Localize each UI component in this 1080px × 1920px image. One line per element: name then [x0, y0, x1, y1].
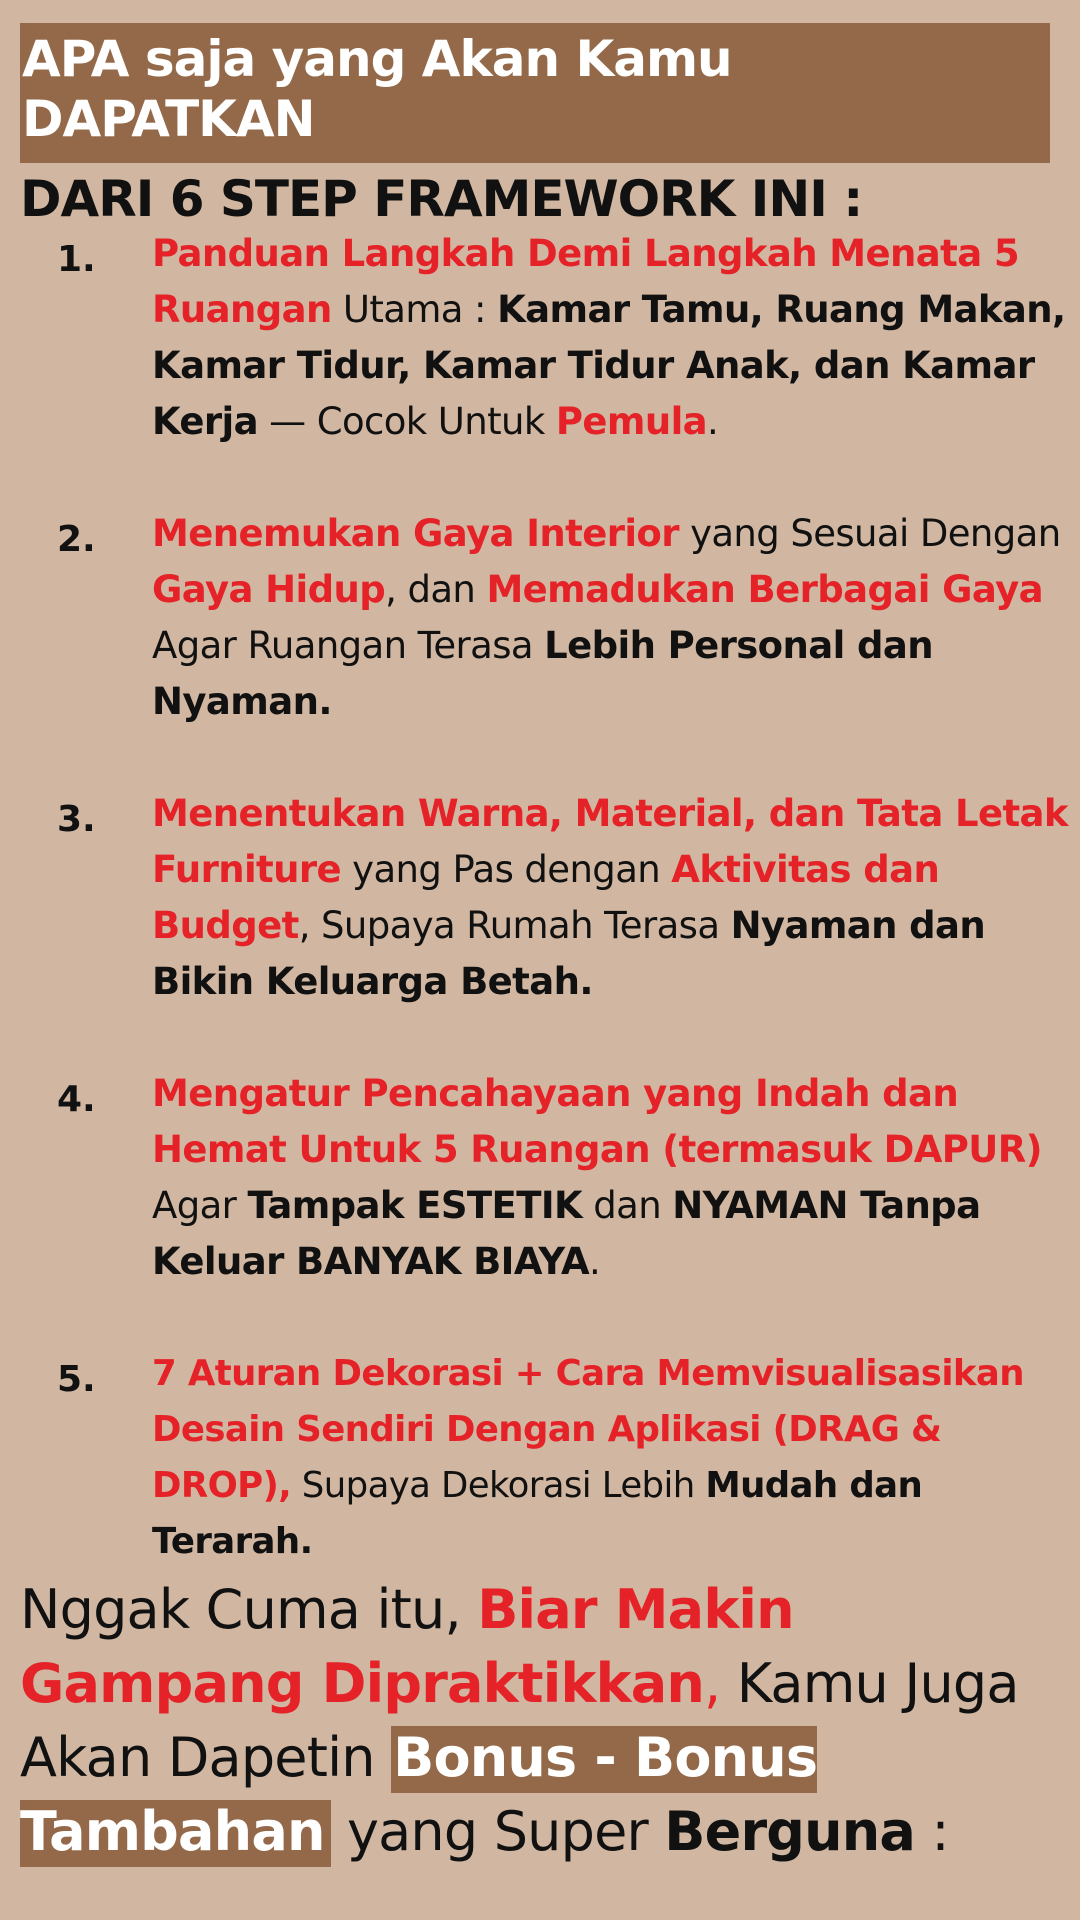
- headline-band: APA saja yang Akan Kamu DAPATKAN: [20, 23, 1050, 163]
- step-text: Menentukan Warna, Material, dan Tata Letak Furniture yang Pas dengan Aktivitas dan Budget, Supaya Rumah Terasa Nyaman dan Bikin Keluarga Betah.: [152, 792, 1068, 1003]
- bonus-band: Bonus - Bonus Tambahan: [20, 1726, 817, 1867]
- step-number: 5.: [57, 1359, 96, 1400]
- step-number: 4.: [57, 1079, 96, 1120]
- step-text: Mengatur Pencahayaan yang Indah dan Hemat Untuk 5 Ruangan (termasuk DAPUR) Agar Tampak ESTETIK dan NYAMAN Tanpa Keluar BANYAK BIAYA.: [152, 1072, 1042, 1283]
- outro-emphasis: Berguna: [664, 1800, 916, 1863]
- headline: [20, 23, 1050, 229]
- step-text: 7 Aturan Dekorasi + Cara Memvisualisasikan Desain Sendiri Dengan Aplikasi (DRAG & DROP), Supaya Dekorasi Lebih Mudah dan Terarah.: [152, 1353, 1024, 1562]
- step-text: Menemukan Gaya Interior yang Sesuai Dengan Gaya Hidup, dan Memadukan Berbagai Gaya Agar Ruangan Terasa Lebih Personal dan Nyaman.: [152, 512, 1061, 723]
- step-number: 3.: [57, 799, 96, 840]
- outro-paragraph: Nggak Cuma itu, Biar Makin Gampang Dipraktikkan, Kamu Juga Akan Dapetin Bonus - Bonus Tambahan yang Super Berguna :: [20, 1573, 1070, 1869]
- outro-highlight: Biar Makin Gampang Dipraktikkan: [20, 1578, 794, 1715]
- headline-subtitle: DARI 6 STEP FRAMEWORK INI :: [20, 170, 863, 228]
- step-number: 2.: [57, 519, 96, 560]
- step-text: Panduan Langkah Demi Langkah Menata 5 Ruangan Utama : Kamar Tamu, Ruang Makan, Kamar Tidur, Kamar Tidur Anak, dan Kamar Kerja — Cocok Untuk Pemula.: [152, 232, 1066, 443]
- step-number: 1.: [57, 239, 96, 280]
